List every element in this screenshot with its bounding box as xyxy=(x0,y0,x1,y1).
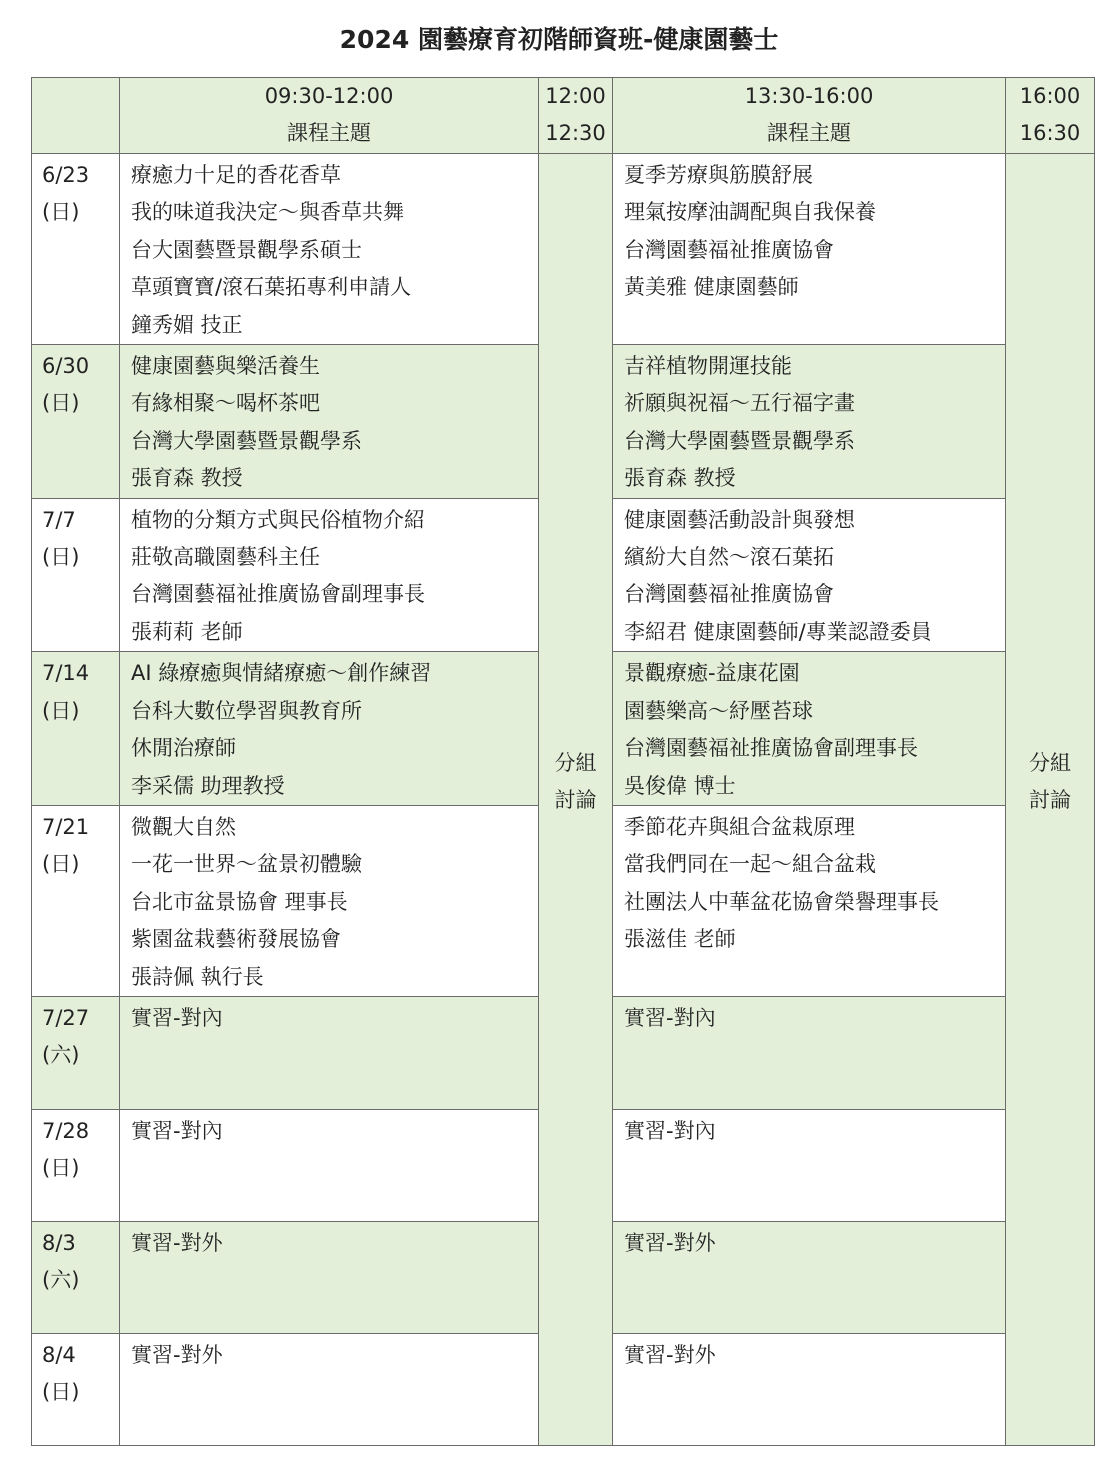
course-line: 植物的分類方式與民俗植物介紹 xyxy=(131,507,425,532)
afternoon-course-cell xyxy=(613,1109,1006,1221)
header-afternoon-cell xyxy=(613,78,1006,154)
course-line: 有緣相聚～喝杯茶吧 xyxy=(131,391,320,416)
date-text: 7/14 xyxy=(42,661,90,686)
afternoon-time: 13:30-16:00 xyxy=(744,84,874,108)
date-cell xyxy=(32,805,120,996)
morning-course-cell xyxy=(120,805,539,996)
morning-course-cell xyxy=(120,345,539,499)
late-start: 16:00 xyxy=(1019,84,1081,108)
course-line: 台北市盆景協會 理事長 xyxy=(131,889,348,914)
course-line: 實習-對內 xyxy=(624,1118,716,1143)
group-discussion-line2: 討論 xyxy=(1029,788,1071,813)
morning-course-cell xyxy=(120,154,539,345)
course-line: 實習-對內 xyxy=(131,1118,223,1143)
course-line: 祈願與祝福～五行福字畫 xyxy=(624,391,855,416)
course-line: 台灣園藝福祉推廣協會副理事長 xyxy=(131,582,425,607)
course-line: 社團法人中華盆花協會榮譽理事長 xyxy=(624,889,939,914)
course-line: 台灣園藝福祉推廣協會 xyxy=(624,582,834,607)
course-line: 健康園藝活動設計與發想 xyxy=(624,507,855,532)
schedule-table xyxy=(31,77,1095,1446)
date-cell xyxy=(32,652,120,806)
course-line: 張詩佩 執行長 xyxy=(131,964,264,989)
late-end: 16:30 xyxy=(1019,121,1081,146)
course-line: 一花一世界～盆景初體驗 xyxy=(131,852,362,877)
date-cell xyxy=(32,345,120,499)
afternoon-course-cell xyxy=(613,805,1006,996)
afternoon-label: 課程主題 xyxy=(767,121,851,146)
date-text: 7/27 xyxy=(42,1005,90,1030)
afternoon-course-cell xyxy=(613,1333,1006,1445)
afternoon-course-cell xyxy=(613,1221,1006,1333)
course-line: 台科大數位學習與教育所 xyxy=(131,698,362,723)
header-date-cell xyxy=(32,78,120,154)
course-line: 張育森 教授 xyxy=(624,466,736,491)
morning-course-cell xyxy=(120,498,539,652)
course-line: 草頭寶寶/滾石葉拓專利申請人 xyxy=(131,275,412,300)
date-cell xyxy=(32,996,120,1109)
course-line: 夏季芳療與筋膜舒展 xyxy=(624,163,813,187)
course-line: 台灣園藝福祉推廣協會 xyxy=(624,237,834,262)
course-line: 季節花卉與組合盆栽原理 xyxy=(624,814,855,839)
schedule-body xyxy=(32,78,1095,1446)
course-line: 園藝樂高～紓壓苔球 xyxy=(624,698,813,723)
afternoon-course-cell xyxy=(613,652,1006,806)
header-morning-cell xyxy=(120,78,539,154)
weekday-text: (日) xyxy=(42,391,80,416)
course-line: 實習-對外 xyxy=(131,1342,223,1367)
course-line: 張莉莉 老師 xyxy=(131,619,243,644)
course-line: 健康園藝與樂活養生 xyxy=(131,354,320,379)
course-line: 當我們同在一起～組合盆栽 xyxy=(624,852,876,877)
morning-course-cell xyxy=(120,1221,539,1333)
date-cell xyxy=(32,1333,120,1445)
weekday-text: (日) xyxy=(42,1380,80,1405)
weekday-text: (六) xyxy=(42,1043,80,1068)
course-line: 台灣園藝福祉推廣協會副理事長 xyxy=(624,736,918,761)
course-line: 紫園盆栽藝術發展協會 xyxy=(131,927,341,952)
group-discussion-line1: 分組 xyxy=(1029,751,1071,776)
course-line: 理氣按摩油調配與自我保養 xyxy=(624,200,876,225)
course-line: 微觀大自然 xyxy=(131,814,236,839)
course-line: 台灣大學園藝暨景觀學系 xyxy=(624,428,855,453)
course-line: 鐘秀媚 技正 xyxy=(131,312,243,337)
course-line: 療癒力十足的香花香草 xyxy=(131,163,341,187)
weekday-text: (日) xyxy=(42,698,80,723)
date-cell xyxy=(32,1221,120,1333)
morning-course-cell xyxy=(120,1109,539,1221)
course-line: 台灣大學園藝暨景觀學系 xyxy=(131,428,362,453)
morning-course-cell xyxy=(120,1333,539,1445)
course-line: 黃美雅 健康園藝師 xyxy=(624,275,799,300)
course-line: 張滋佳 老師 xyxy=(624,927,736,952)
header-late-cell xyxy=(1006,78,1095,154)
date-text: 6/30 xyxy=(42,354,90,379)
date-text: 8/4 xyxy=(42,1342,76,1367)
lunch-end: 12:30 xyxy=(545,121,606,146)
weekday-text: (日) xyxy=(42,852,80,877)
course-line: 實習-對外 xyxy=(624,1230,716,1255)
weekday-text: (日) xyxy=(42,200,80,225)
afternoon-course-cell xyxy=(613,345,1006,499)
morning-time: 09:30-12:00 xyxy=(264,84,394,108)
course-line: 景觀療癒-益康花園 xyxy=(624,661,800,686)
date-text: 7/7 xyxy=(42,507,76,532)
afternoon-course-cell xyxy=(613,996,1006,1109)
course-line: 實習-對外 xyxy=(131,1230,223,1255)
course-line: 繽紛大自然～滾石葉拓 xyxy=(624,545,834,570)
course-line: 台大園藝暨景觀學系碩士 xyxy=(131,237,362,262)
group-discussion-line2: 討論 xyxy=(554,788,597,813)
weekday-text: (日) xyxy=(42,1156,80,1181)
date-text: 7/21 xyxy=(42,814,90,839)
late-discussion-cell xyxy=(1006,154,1095,1446)
header-row xyxy=(32,78,1095,154)
course-line: AI 綠療癒與情緒療癒～創作練習 xyxy=(131,661,432,686)
page-title: 2024 園藝療育初階師資班-健康園藝士 xyxy=(339,25,779,54)
course-line: 吉祥植物開運技能 xyxy=(624,354,792,379)
weekday-text: (日) xyxy=(42,545,80,570)
date-text: 6/23 xyxy=(42,163,90,187)
course-line: 實習-對內 xyxy=(131,1005,223,1030)
afternoon-course-cell xyxy=(613,154,1006,345)
course-line: 我的味道我決定～與香草共舞 xyxy=(131,200,404,225)
date-cell xyxy=(32,154,120,345)
course-line: 吳俊偉 博士 xyxy=(624,773,736,798)
weekday-text: (六) xyxy=(42,1268,80,1293)
lunch-start: 12:00 xyxy=(545,84,606,108)
date-cell xyxy=(32,498,120,652)
date-text: 8/3 xyxy=(42,1230,76,1255)
course-line: 實習-對外 xyxy=(624,1342,716,1367)
morning-label: 課程主題 xyxy=(287,121,371,146)
date-cell xyxy=(32,1109,120,1221)
course-line: 張育森 教授 xyxy=(131,466,243,491)
course-line: 李采儒 助理教授 xyxy=(131,773,285,798)
header-lunch-cell xyxy=(539,78,613,154)
date-text: 7/28 xyxy=(42,1118,90,1143)
course-line: 實習-對內 xyxy=(624,1005,716,1030)
group-discussion-line1: 分組 xyxy=(554,751,597,776)
midday-discussion-cell xyxy=(539,154,613,1446)
course-line: 莊敬高職園藝科主任 xyxy=(131,545,320,570)
morning-course-cell xyxy=(120,652,539,806)
morning-course-cell xyxy=(120,996,539,1109)
course-line: 李紹君 健康園藝師/專業認證委員 xyxy=(624,619,932,644)
afternoon-course-cell xyxy=(613,498,1006,652)
table-row xyxy=(32,154,1095,345)
course-line: 休閒治療師 xyxy=(131,736,236,761)
